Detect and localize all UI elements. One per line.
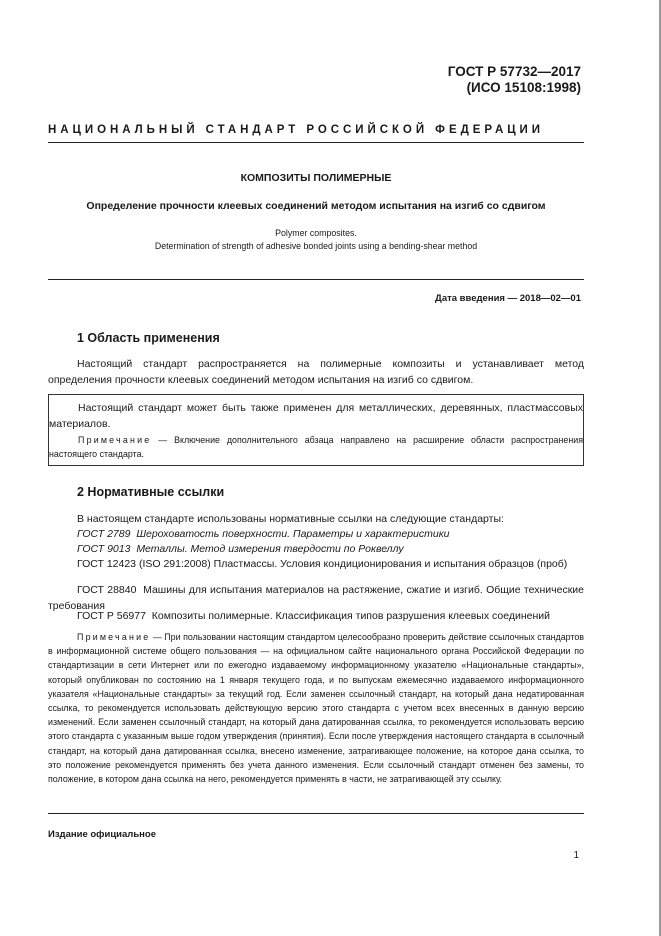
reference-item	[48, 609, 584, 625]
reference-item	[48, 527, 584, 543]
iso-number: (ИСО 15108:1998)	[466, 80, 581, 95]
reference-title: Металлы. Метод измерения твердости по Роквеллу	[136, 543, 404, 555]
box-note	[49, 433, 583, 461]
footer-rule	[48, 813, 584, 814]
title-rule	[48, 279, 584, 280]
box-paragraph	[49, 401, 583, 432]
box-note-label: Примечание	[78, 435, 152, 445]
standard-designation	[448, 64, 581, 96]
document-subtitle: Определение прочности клеевых соединений методом испытания на изгиб со сдвигом	[86, 200, 546, 212]
section-2-heading: 2 Нормативные ссылки	[77, 485, 225, 499]
reference-code: ГОСТ Р 56977	[77, 610, 146, 622]
english-title-line-2: Determination of strength of adhesive bonded joints using a bending-shear method	[154, 241, 478, 251]
section-2-note-label: Примечание	[77, 632, 151, 642]
section-1-paragraph-text: Настоящий стандарт распространяется на полимерные композиты и устанавливает метод определения прочности клеевых соединений методом испытания на изгиб со сдвигом.	[48, 358, 584, 386]
reference-code: ГОСТ 9013	[77, 543, 131, 555]
date-of-introduction: Дата введения — 2018—02—01	[435, 293, 581, 304]
reference-title: Композиты полимерные. Классификация типов разрушения клеевых соединений	[151, 610, 550, 622]
section-1-heading: 1 Область применения	[77, 331, 220, 345]
section-2-intro	[48, 512, 584, 528]
additional-text-box	[48, 394, 584, 466]
reference-title: Пластмассы. Условия кондиционирования и испытания образцов (проб)	[213, 558, 568, 570]
section-2-intro-text: В настоящем стандарте использованы нормативные ссылки на следующие стандарты:	[77, 513, 504, 525]
section-2-note-text: — При пользовании настоящим стандартом целесообразно проверить действие ссылочных стандартов в информационной системе общего пользования — на официальном сайте национального органа Российской Федерации по стандартизации в сети Интернет или по ежегодно издаваемому информационному указателю «Национальные стандарты», который опубликован по состоянию на 1 января текущего года, и по выпускам ежемесячно издаваемого информационного указателя «Национальные стандарты» за текущий год. Если заменен ссылочный стандарт, на который дана недатированная ссылка, то рекомендуется использовать действующую версию этого стандарта с учетом всех внесенных в данную версию изменений. Если заменен ссылочный стандарт, на который дана датированная ссылка, то рекомендуется использовать версию этого стандарта с указанным выше годом утверждения (принятия). Если после утверждения настоящего стандарта в ссылочный стандарт, на который дана датированная ссылка, внесено изменение, затрагивающее положение, на которое дана ссылка, то это положение рекомендуется применять без учета данного изменения. Если ссылочный стандарт отменен без замены, то положение, в котором дана ссылка на него, рекомендуется применять в части, не затрагивающей эту ссылку.	[48, 632, 584, 785]
english-title-line-1: Polymer composites.	[275, 228, 357, 238]
box-paragraph-text: Настоящий стандарт может быть также применен для металлических, деревянных, пластмассовых материалов.	[49, 402, 583, 430]
national-standard-banner: НАЦИОНАЛЬНЫЙ СТАНДАРТ РОССИЙСКОЙ ФЕДЕРАЦИИ	[48, 124, 544, 136]
official-edition-label: Издание официальное	[48, 829, 156, 840]
section-1-paragraph	[48, 357, 584, 388]
reference-code: ГОСТ 2789	[77, 528, 131, 540]
banner-rule	[48, 142, 584, 143]
box-note-text: — Включение дополнительного абзаца направлено на расширение области распространения настоящего стандарта.	[49, 435, 583, 459]
reference-code: ГОСТ 28840	[77, 584, 137, 596]
reference-item	[48, 557, 584, 573]
reference-code: ГОСТ 12423 (ISO 291:2008)	[77, 558, 211, 570]
gost-number: ГОСТ Р 57732—2017	[447, 64, 581, 79]
reference-title: Шероховатость поверхности. Параметры и характеристики	[136, 528, 450, 540]
section-2-note	[48, 630, 584, 786]
reference-item	[48, 542, 584, 558]
reference-title: Машины для испытания материалов на растяжение, сжатие и изгиб. Общие технические требования	[48, 584, 585, 612]
page-number: 1	[573, 850, 579, 861]
document-title: КОМПОЗИТЫ ПОЛИМЕРНЫЕ	[240, 172, 392, 184]
english-title	[48, 227, 584, 253]
